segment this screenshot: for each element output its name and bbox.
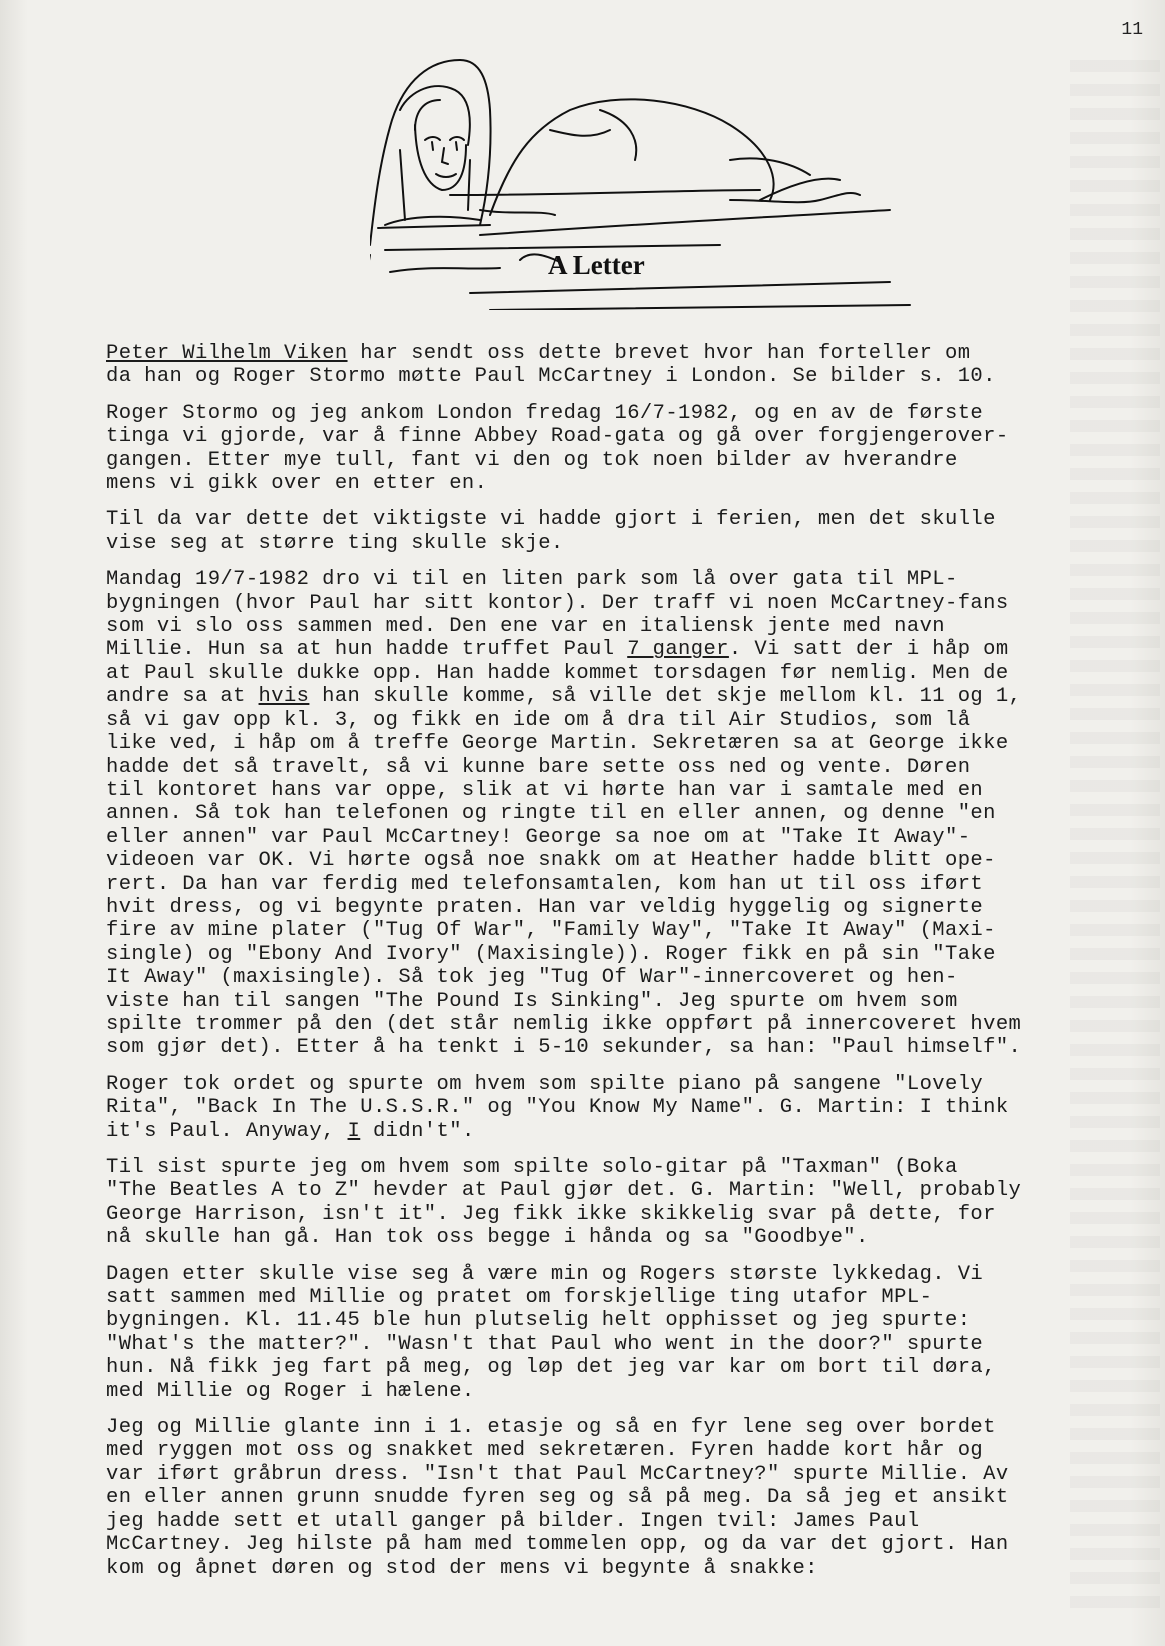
text-line: en eller annen grunn snudde fyren seg og så på meg. Da så jeg et ansikt	[106, 1486, 1009, 1510]
text-line: . Vi satt der i håp om	[728, 638, 1009, 662]
text-line: Til da var dette det viktigste vi hadde gjort i ferien, men det skulle	[106, 508, 996, 532]
page-number: 11	[1121, 20, 1143, 40]
text-line: it's Paul. Anyway,	[106, 1119, 348, 1143]
text-line: like ved, i håp om å treffe George Martin. Sekretæren sa at George ikke	[106, 732, 1009, 756]
text-line: som gjør det). Etter å ha tenkt i 5-10 sekunder, sa han: "Paul himself".	[106, 1036, 1022, 1060]
text-line: mens vi gikk over en etter en.	[106, 472, 488, 496]
text-line: Rita", "Back In The U.S.S.R." og "You Know My Name". G. Martin: I think	[106, 1096, 1009, 1120]
text-line: tinga vi gjorde, var å finne Abbey Road-gata og gå over forgjengerover-	[106, 425, 1009, 449]
text-line: spilte trommer på den (det står nemlig ikke oppført på innercoveret hvem	[106, 1012, 1022, 1036]
text-line: videoen var OK. Vi hørte også noe snakk om at Heather hadde blitt ope-	[106, 849, 996, 873]
text-line: "The Beatles A to Z" hevder at Paul gjør det. G. Martin: "Well, probably	[106, 1179, 1022, 1203]
text-line: til kontoret hans var oppe, slik at vi hørte han var i samtale med en	[106, 778, 984, 802]
paragraph	[106, 402, 1136, 496]
text-line: Til sist spurte jeg om hvem som spilte solo-gitar på "Taxman" (Boka	[106, 1156, 958, 1179]
text-line: It Away" (maxisingle). Så tok jeg "Tug Of War"-innercoveret og hen-	[106, 966, 958, 990]
author-name: Peter Wilhelm Viken	[106, 342, 348, 365]
text-line: Roger tok ordet og spurte om hvem som spilte piano på sangene "Lovely	[106, 1072, 984, 1096]
text-line: har sendt oss dette brevet hvor han forteller om	[347, 342, 971, 365]
text-line: så vi gav opp kl. 3, og fikk en ide om å dra til Air Studios, som lå	[106, 708, 971, 732]
text-line: didn't".	[360, 1119, 475, 1143]
paragraph	[106, 1416, 1136, 1580]
text-line: med Millie og Roger i hælene.	[106, 1379, 475, 1403]
text-line: kom og åpnet døren og stod der mens vi begynte å snakke:	[106, 1556, 818, 1580]
article-title: A Letter	[548, 250, 645, 280]
text-line: McCartney. Jeg hilste på ham med tommelen opp, og da var det gjort. Han	[106, 1533, 1009, 1557]
text-line: da han og Roger Stormo møtte Paul McCartney i London. Se bilder s. 10.	[106, 365, 996, 389]
paragraph	[106, 1156, 1136, 1250]
text-line: andre sa at	[106, 685, 259, 709]
text-line: nå skulle han gå. Han tok oss begge i hånda og sa "Goodbye".	[106, 1226, 869, 1250]
text-line: fire av mine plater ("Tug Of War", "Family Way", "Take It Away" (Maxi-	[106, 919, 996, 943]
text-line: bygningen. Kl. 11.45 ble hun plutselig helt opphisset og jeg spurte:	[106, 1309, 971, 1333]
article-body	[106, 342, 1136, 1593]
text-line: Jeg og Millie glante inn i 1. etasje og så en fyr lene seg over bordet	[106, 1416, 996, 1440]
text-line: eller annen" var Paul McCartney! George sa noe om at "Take It Away"-	[106, 825, 971, 849]
text-line: Millie. Hun sa at hun hadde truffet Paul	[106, 638, 628, 662]
paragraph	[106, 1073, 1136, 1143]
text-line: single) og "Ebony And Ivory" (Maxisingle)). Roger fikk en på sin "Take	[106, 942, 996, 966]
underlined-text: hvis	[258, 685, 310, 709]
text-line: gangen. Etter mye tull, fant vi den og tok noen bilder av hverandre	[106, 448, 958, 472]
text-line: viste han til sangen "The Pound Is Sinking". Jeg spurte om hvem som	[106, 989, 958, 1013]
text-line: hvit dress, og vi begynte praten. Han var veldig hyggelig og signerte	[106, 895, 984, 919]
text-line: vise seg at større ting skulle skje.	[106, 531, 564, 555]
paragraph	[106, 568, 1136, 1060]
text-line: Mandag 19/7-1982 dro vi til en liten park som lå over gata til MPL-	[106, 568, 958, 592]
underlined-text: I	[347, 1119, 361, 1143]
text-line: hadde det så travelt, så vi kunne bare sette oss ned og vente. Døren	[106, 755, 971, 779]
text-line: var iført gråbrun dress. "Isn't that Paul McCartney?" spurte Millie. Av	[106, 1462, 1009, 1486]
text-line: George Harrison, isn't it". Jeg fikk ikke skikkelig svar på dette, for	[106, 1202, 996, 1226]
paragraph	[106, 508, 1136, 555]
paragraph	[106, 1263, 1136, 1403]
text-line: Dagen etter skulle vise seg å være min og Rogers største lykkedag. Vi	[106, 1262, 984, 1286]
text-line: jeg hadde sett et utall ganger på bilder. Ingen tvil: James Paul	[106, 1509, 920, 1533]
text-line: annen. Så tok han telefonen og ringte til en eller annen, og denne "en	[106, 802, 996, 826]
text-line: at Paul skulle dukke opp. Han hadde kommet torsdagen før nemlig. Men de	[106, 661, 1009, 685]
text-line: bygningen (hvor Paul har sitt kontor). Der traff vi noen McCartney-fans	[106, 591, 1009, 615]
text-line: Roger Stormo og jeg ankom London fredag 16/7-1982, og en av de første	[106, 401, 984, 425]
underlined-text: 7 ganger	[627, 638, 729, 662]
sketch-illustration	[370, 50, 1130, 310]
text-line: hun. Nå fikk jeg fart på meg, og løp det jeg var kar om bort til døra,	[106, 1356, 996, 1380]
text-line: satt sammen med Millie og pratet om forskjellige ting utafor MPL-	[106, 1286, 933, 1310]
text-line: "What's the matter?". "Wasn't that Paul who went in the door?" spurte	[106, 1332, 984, 1356]
text-line: som vi slo oss sammen med. Den ene var en italiensk jente med navn	[106, 615, 945, 639]
intro-paragraph	[106, 342, 1136, 389]
text-line: han skulle komme, så ville det skje mellom kl. 11 og 1,	[309, 685, 1022, 709]
text-line: rert. Da han var ferdig med telefonsamtalen, kom han ut til oss iført	[106, 872, 984, 896]
text-line: med ryggen mot oss og snakket med sekretæren. Fyren hadde kort hår og	[106, 1439, 984, 1463]
